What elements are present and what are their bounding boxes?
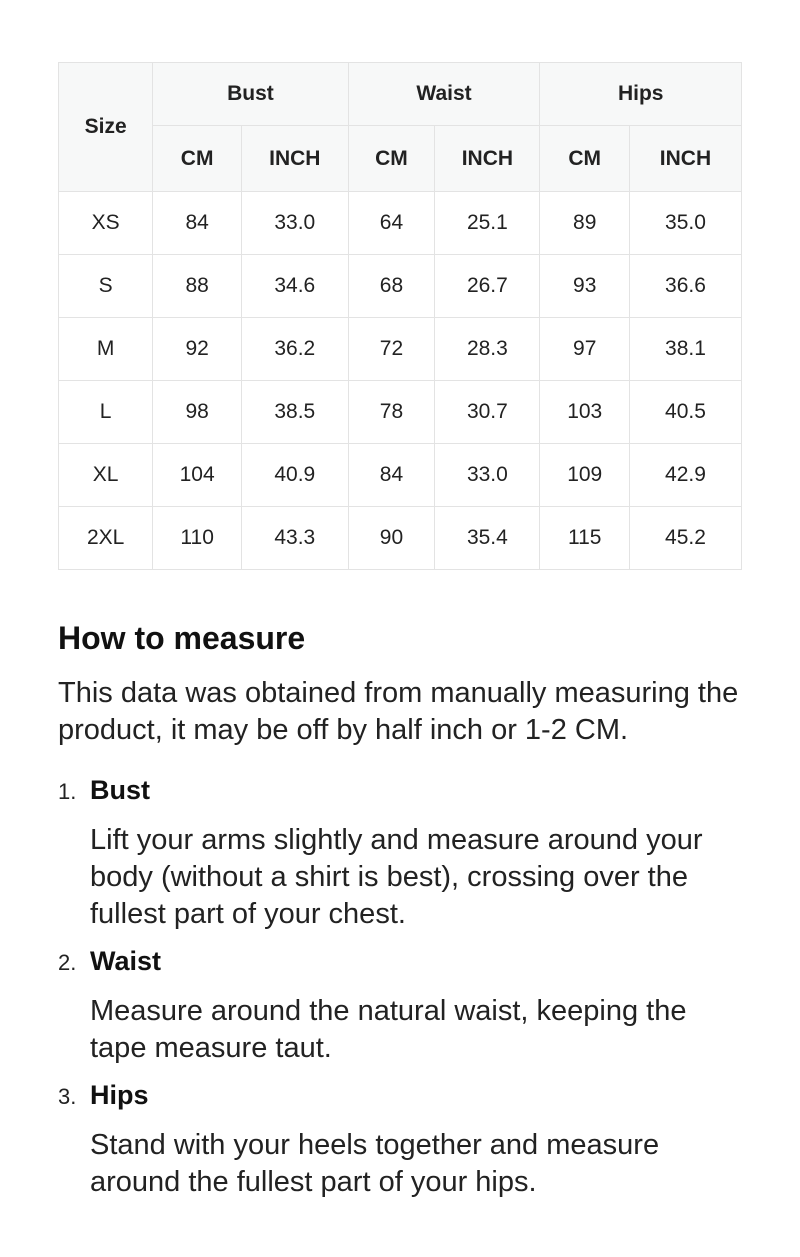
measurement-cell: 26.7	[435, 255, 540, 318]
step-number: 3.	[58, 1083, 77, 1109]
table-row	[59, 444, 742, 507]
measurement-cell: 78	[348, 381, 435, 444]
measurement-cell: 89	[540, 192, 629, 255]
unit-header: CM	[540, 126, 629, 192]
table-row	[59, 507, 742, 570]
size-cell: 2XL	[59, 507, 153, 570]
unit-header: INCH	[629, 126, 741, 192]
step-description: Lift your arms slightly and measure around your body (without a shirt is best), crossing over the fullest part of your chest.	[90, 823, 703, 930]
measurement-cell: 30.7	[435, 381, 540, 444]
measurement-cell: 109	[540, 444, 629, 507]
hips-group-header: Hips	[540, 63, 742, 126]
measurement-cell: 38.5	[242, 381, 349, 444]
step-description: Measure around the natural waist, keeping the tape measure taut.	[90, 994, 687, 1064]
measurement-cell: 35.4	[435, 507, 540, 570]
list-item-hips	[58, 1080, 742, 1201]
measurement-cell: 35.0	[629, 192, 741, 255]
bust-group-header: Bust	[153, 63, 348, 126]
measurement-cell: 42.9	[629, 444, 741, 507]
measurement-cell: 40.9	[242, 444, 349, 507]
measurement-cell: 64	[348, 192, 435, 255]
measure-disclaimer-text: This data was obtained from manually measuring the product, it may be off by half inch or 1-2 CM.	[58, 676, 739, 746]
measurement-cell: 36.2	[242, 318, 349, 381]
size-cell: XL	[59, 444, 153, 507]
measurement-cell: 84	[348, 444, 435, 507]
how-to-measure-section	[58, 620, 742, 1201]
size-column-header: Size	[59, 63, 153, 192]
measurement-cell: 98	[153, 381, 242, 444]
step-header	[58, 946, 742, 977]
measurement-cell: 68	[348, 255, 435, 318]
list-item-bust	[58, 775, 742, 933]
measurement-cell: 84	[153, 192, 242, 255]
measurement-cell: 34.6	[242, 255, 349, 318]
step-title: Bust	[90, 774, 150, 805]
waist-group-header: Waist	[348, 63, 540, 126]
table-row	[59, 318, 742, 381]
size-chart-table	[58, 62, 742, 570]
size-cell: XS	[59, 192, 153, 255]
table-header-unit-row	[59, 126, 742, 192]
measurement-cell: 88	[153, 255, 242, 318]
measurement-cell: 28.3	[435, 318, 540, 381]
measurement-cell: 25.1	[435, 192, 540, 255]
size-cell: S	[59, 255, 153, 318]
measurement-cell: 90	[348, 507, 435, 570]
table-row	[59, 255, 742, 318]
size-cell: M	[59, 318, 153, 381]
step-title: Hips	[90, 1079, 149, 1110]
unit-header: INCH	[242, 126, 349, 192]
measurement-cell: 33.0	[242, 192, 349, 255]
table-row	[59, 192, 742, 255]
measurement-cell: 72	[348, 318, 435, 381]
unit-header: CM	[348, 126, 435, 192]
measurement-cell: 36.6	[629, 255, 741, 318]
measurement-cell: 40.5	[629, 381, 741, 444]
table-header-group-row	[59, 63, 742, 126]
step-title: Waist	[90, 945, 162, 976]
unit-header: INCH	[435, 126, 540, 192]
size-cell: L	[59, 381, 153, 444]
step-description: Stand with your heels together and measure around the fullest part of your hips.	[90, 1128, 660, 1198]
measurement-cell: 110	[153, 507, 242, 570]
step-number: 2.	[58, 949, 77, 975]
table-row	[59, 381, 742, 444]
measurement-cell: 92	[153, 318, 242, 381]
section-heading: How to measure	[58, 620, 306, 656]
measurement-cell: 115	[540, 507, 629, 570]
step-number: 1.	[58, 778, 77, 804]
measurement-cell: 97	[540, 318, 629, 381]
measurement-cell: 104	[153, 444, 242, 507]
measurement-cell: 38.1	[629, 318, 741, 381]
measure-steps-list	[58, 775, 742, 1201]
measurement-cell: 93	[540, 255, 629, 318]
measurement-cell: 103	[540, 381, 629, 444]
list-item-waist	[58, 946, 742, 1067]
step-header	[58, 775, 742, 806]
measurement-cell: 43.3	[242, 507, 349, 570]
measurement-cell: 45.2	[629, 507, 741, 570]
measurement-cell: 33.0	[435, 444, 540, 507]
unit-header: CM	[153, 126, 242, 192]
step-header	[58, 1080, 742, 1111]
